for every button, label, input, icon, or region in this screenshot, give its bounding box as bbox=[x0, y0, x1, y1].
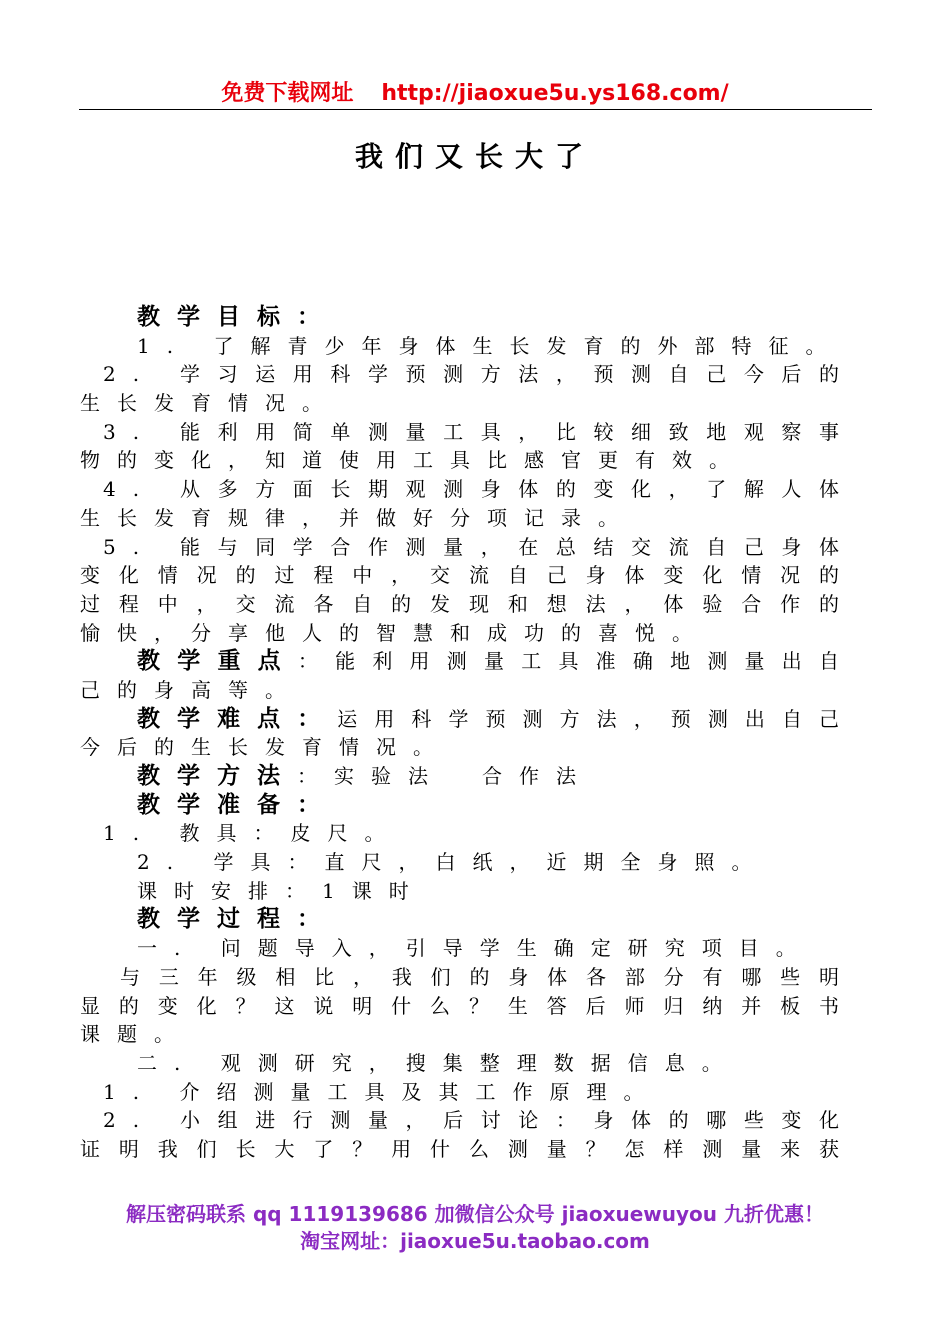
text-line bbox=[80, 1135, 856, 1164]
text-line bbox=[80, 389, 856, 418]
line-text: 变化情况的过程中，交流自己身体变化情况的 bbox=[80, 563, 856, 588]
line-text: 课时安排：1课时 bbox=[137, 878, 426, 903]
text-line bbox=[80, 1078, 856, 1107]
header-url[interactable]: http://jiaoxue5u.ys168.com/ bbox=[381, 81, 729, 106]
header-divider bbox=[79, 109, 872, 110]
footer-contact: 解压密码联系 qq 1119139686 加微信公众号 jiaoxuewuyou 九折优惠！ bbox=[126, 1202, 824, 1226]
text-line bbox=[80, 418, 856, 447]
line-text: 一. 问题导入，引导学生确定研究项目。 bbox=[137, 936, 813, 961]
text-line bbox=[80, 446, 856, 475]
text-line bbox=[80, 963, 856, 992]
line-text: 今后的生长发育情况。 bbox=[80, 735, 450, 760]
line-text: 5. 能与同学合作测量，在总结交流自己身体 bbox=[103, 534, 856, 559]
line-text: 过程中，交流各自的发现和想法，体验合作的 bbox=[80, 591, 856, 616]
section-heading: 教学方法 bbox=[137, 762, 297, 789]
line-text: 3. 能利用简单测量工具，比较细致地观察事 bbox=[103, 419, 856, 444]
text-line bbox=[80, 934, 856, 963]
text-line bbox=[80, 1106, 856, 1135]
line-text: ：能利用测量工具准确地测量出自 bbox=[297, 649, 857, 674]
footer-shop-link[interactable]: 淘宝网址：jiaoxue5u.taobao.com bbox=[300, 1229, 650, 1253]
line-text: 二. 观测研究，搜集整理数据信息。 bbox=[137, 1050, 739, 1075]
document-body bbox=[80, 303, 856, 1164]
text-line bbox=[80, 705, 856, 734]
text-line bbox=[80, 762, 856, 791]
text-line bbox=[80, 1049, 856, 1078]
line-text: 己的身高等。 bbox=[80, 677, 302, 702]
line-text: 显的变化？这说明什么？生答后师归纳并板书 bbox=[80, 993, 856, 1018]
line-text: 运用科学预测方法，预测出自己 bbox=[337, 706, 857, 731]
text-line bbox=[80, 303, 856, 332]
text-line bbox=[80, 1020, 856, 1049]
line-text: 4. 从多方面长期观测身体的变化，了解人体 bbox=[103, 477, 856, 502]
line-text: 2. 小组进行测量，后讨论：身体的哪些变化 bbox=[103, 1108, 856, 1133]
section-heading: 教学准备： bbox=[137, 790, 337, 818]
page-header bbox=[0, 76, 950, 107]
text-line bbox=[80, 992, 856, 1021]
text-line bbox=[80, 848, 856, 877]
section-heading: 教学难点： bbox=[137, 704, 338, 732]
line-text: ：实验法 合作法 bbox=[297, 764, 593, 788]
text-line bbox=[80, 647, 856, 676]
line-text: 2. 学具：直尺，白纸，近期全身照。 bbox=[137, 850, 769, 875]
line-text: 生长发育情况。 bbox=[80, 391, 339, 416]
line-text: 1. 介绍测量工具及其工作原理。 bbox=[103, 1079, 661, 1104]
text-line bbox=[80, 561, 856, 590]
text-line bbox=[80, 619, 856, 648]
line-text: 课题。 bbox=[80, 1022, 191, 1047]
header-label: 免费下载网址 bbox=[221, 81, 354, 106]
line-text: 1. 了解青少年身体生长发育的外部特征。 bbox=[137, 333, 843, 358]
text-line bbox=[80, 905, 856, 934]
section-heading: 教学目标： bbox=[137, 303, 337, 330]
line-text: 2. 学习运用科学预测方法，预测自己今后的 bbox=[103, 362, 856, 387]
text-line bbox=[80, 733, 856, 762]
text-line bbox=[80, 332, 856, 361]
text-line bbox=[80, 590, 856, 619]
section-heading: 教学过程： bbox=[137, 905, 337, 933]
text-line bbox=[80, 504, 856, 533]
line-text: 证明我们长大了？用什么测量？怎样测量来获 bbox=[80, 1136, 856, 1161]
line-text: 愉快，分享他人的智慧和成功的喜悦。 bbox=[80, 620, 709, 645]
text-line bbox=[80, 360, 856, 389]
text-line bbox=[80, 533, 856, 562]
section-heading: 教学重点 bbox=[137, 647, 298, 675]
line-text: 生长发育规律，并做好分项记录。 bbox=[80, 505, 635, 530]
text-line bbox=[80, 475, 856, 504]
text-line bbox=[80, 819, 856, 848]
line-text: 1. 教具：皮尺。 bbox=[103, 821, 402, 846]
text-line bbox=[80, 877, 856, 906]
document-title: 我们又长大了 bbox=[354, 140, 595, 173]
line-text: 物的变化，知道使用工具比感官更有效。 bbox=[80, 448, 746, 473]
text-line bbox=[80, 676, 856, 705]
line-text: 与三年级相比，我们的身体各部分有哪些明 bbox=[120, 964, 856, 989]
text-line bbox=[80, 791, 856, 820]
